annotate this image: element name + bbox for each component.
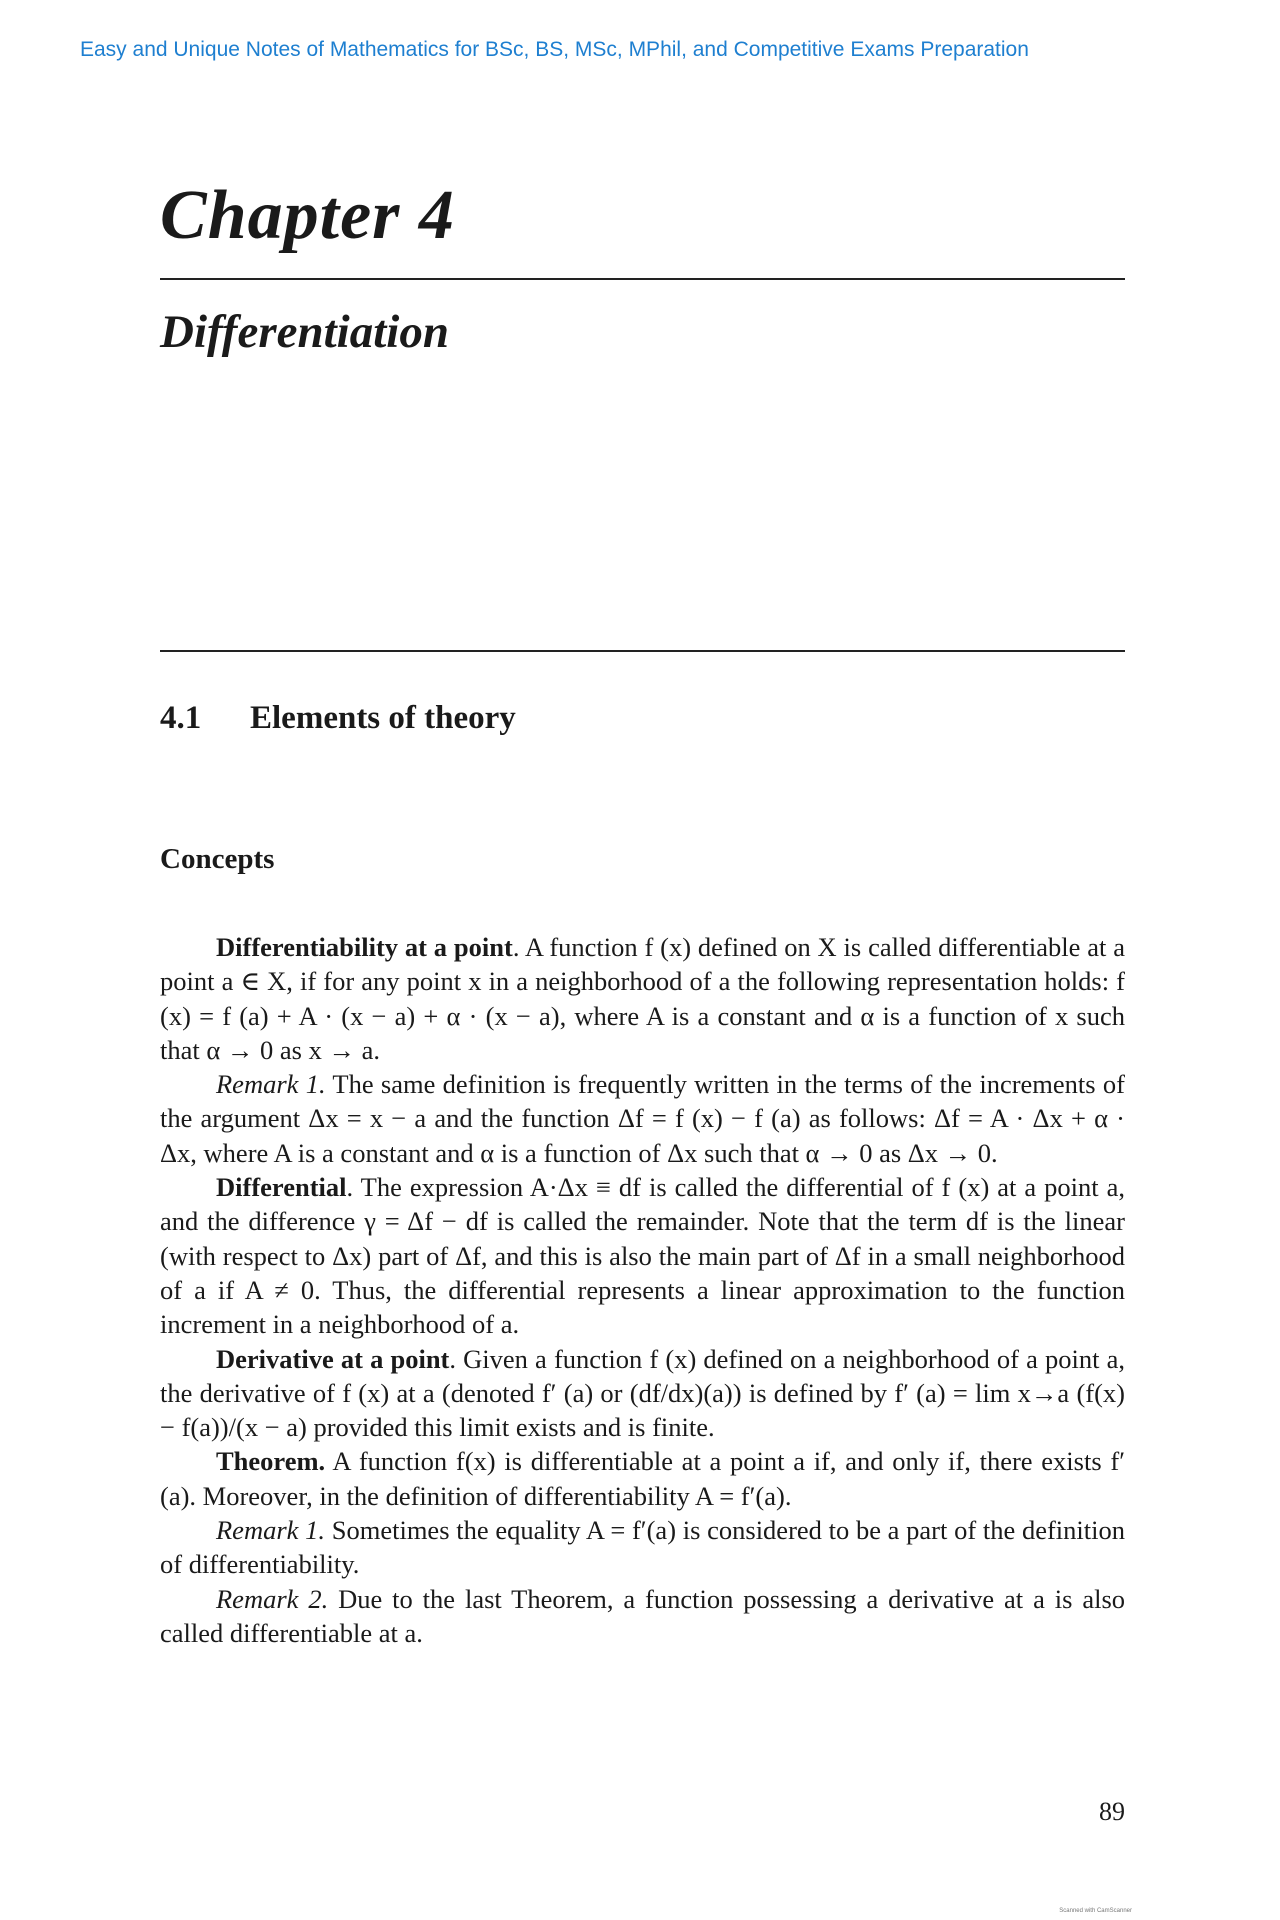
paragraph-differentiability [160,930,1125,1067]
section-number: 4.1 [160,700,202,736]
term-theorem: Theorem. [216,1446,326,1477]
remark-text: The same definition is frequently written in the terms of the increments of the argument Δx = x − a and the function Δf = f (x) − f (a) as follows: Δf = A · Δx + α · Δx, where A is a constant and α is a function of Δx such that α → 0 as Δx → 0. [160,1069,1125,1168]
paragraph-derivative [160,1342,1125,1445]
paragraph-text: . The expression A·Δx ≡ df is called the differential of f (x) at a point a, and the difference γ = Δf − df is called the remainder. Note that the term df is the linear (with respect to Δx) part of Δf, and this is also the main part of Δf in a small neighborhood of a if A ≠ 0. Thus, the differential represents a linear approximation to the function increment in a neighborhood of a. [160,1172,1125,1340]
remark-label: Remark 1. [216,1515,326,1546]
chapter-rule-top [160,278,1125,280]
chapter-rule-bottom [160,650,1125,652]
paragraph-theorem [160,1444,1125,1513]
body-text [160,930,1125,1650]
paragraph-text: A function f(x) is differentiable at a point a if, and only if, there exists f′(a). Moreover, in the definition of differentiability A = f′(a). [160,1446,1125,1511]
term-differential: Differential [216,1172,347,1203]
chapter-title: Differentiation [160,306,449,358]
remark-2 [160,1582,1125,1651]
paragraph-differential [160,1170,1125,1341]
section-heading [160,700,516,737]
remark-1 [160,1067,1125,1170]
paragraph-text: . Given a function f (x) defined on a neighborhood of a point a, the derivative of f (x) at a (denoted f′ (a) or (df/dx)(a)) is defined by f′ (a) = lim x→a (f(x) − f(a))/(x − a) provided this limit exists and is finite. [160,1343,1125,1443]
page-number: 89 [1099,1797,1125,1826]
section-title: Elements of theory [250,700,516,736]
remark-1b [160,1513,1125,1582]
term-differentiability: Differentiability at a point [216,932,513,962]
header-notes-link[interactable]: Easy and Unique Notes of Mathematics for BSc, BS, MSc, MPhil, and Competitive Exams Preparation [80,38,1029,61]
chapter-label: Chapter 4 [160,177,455,254]
remark-text: Due to the last Theorem, a function possessing a derivative at a is also called differentiable at a. [160,1583,1126,1648]
remark-text: Sometimes the equality A = f′(a) is considered to be a part of the definition of differentiability. [160,1515,1125,1580]
remark-label: Remark 1. [216,1069,326,1100]
subsection-heading: Concepts [160,843,275,875]
term-derivative: Derivative at a point [216,1343,450,1374]
scanner-watermark: Scanned with CamScanner [1059,1908,1132,1914]
remark-label: Remark 2. [216,1583,329,1614]
paragraph-text: . A function f (x) defined on X is called differentiable at a point a ∈ X, if for any point x in a neighborhood of a the following representation holds: f (x) = f (a) + A · (x − a) + α · (x − a), where A is a constant and α is a function of x such that α → 0 as x → a. [160,932,1125,1065]
